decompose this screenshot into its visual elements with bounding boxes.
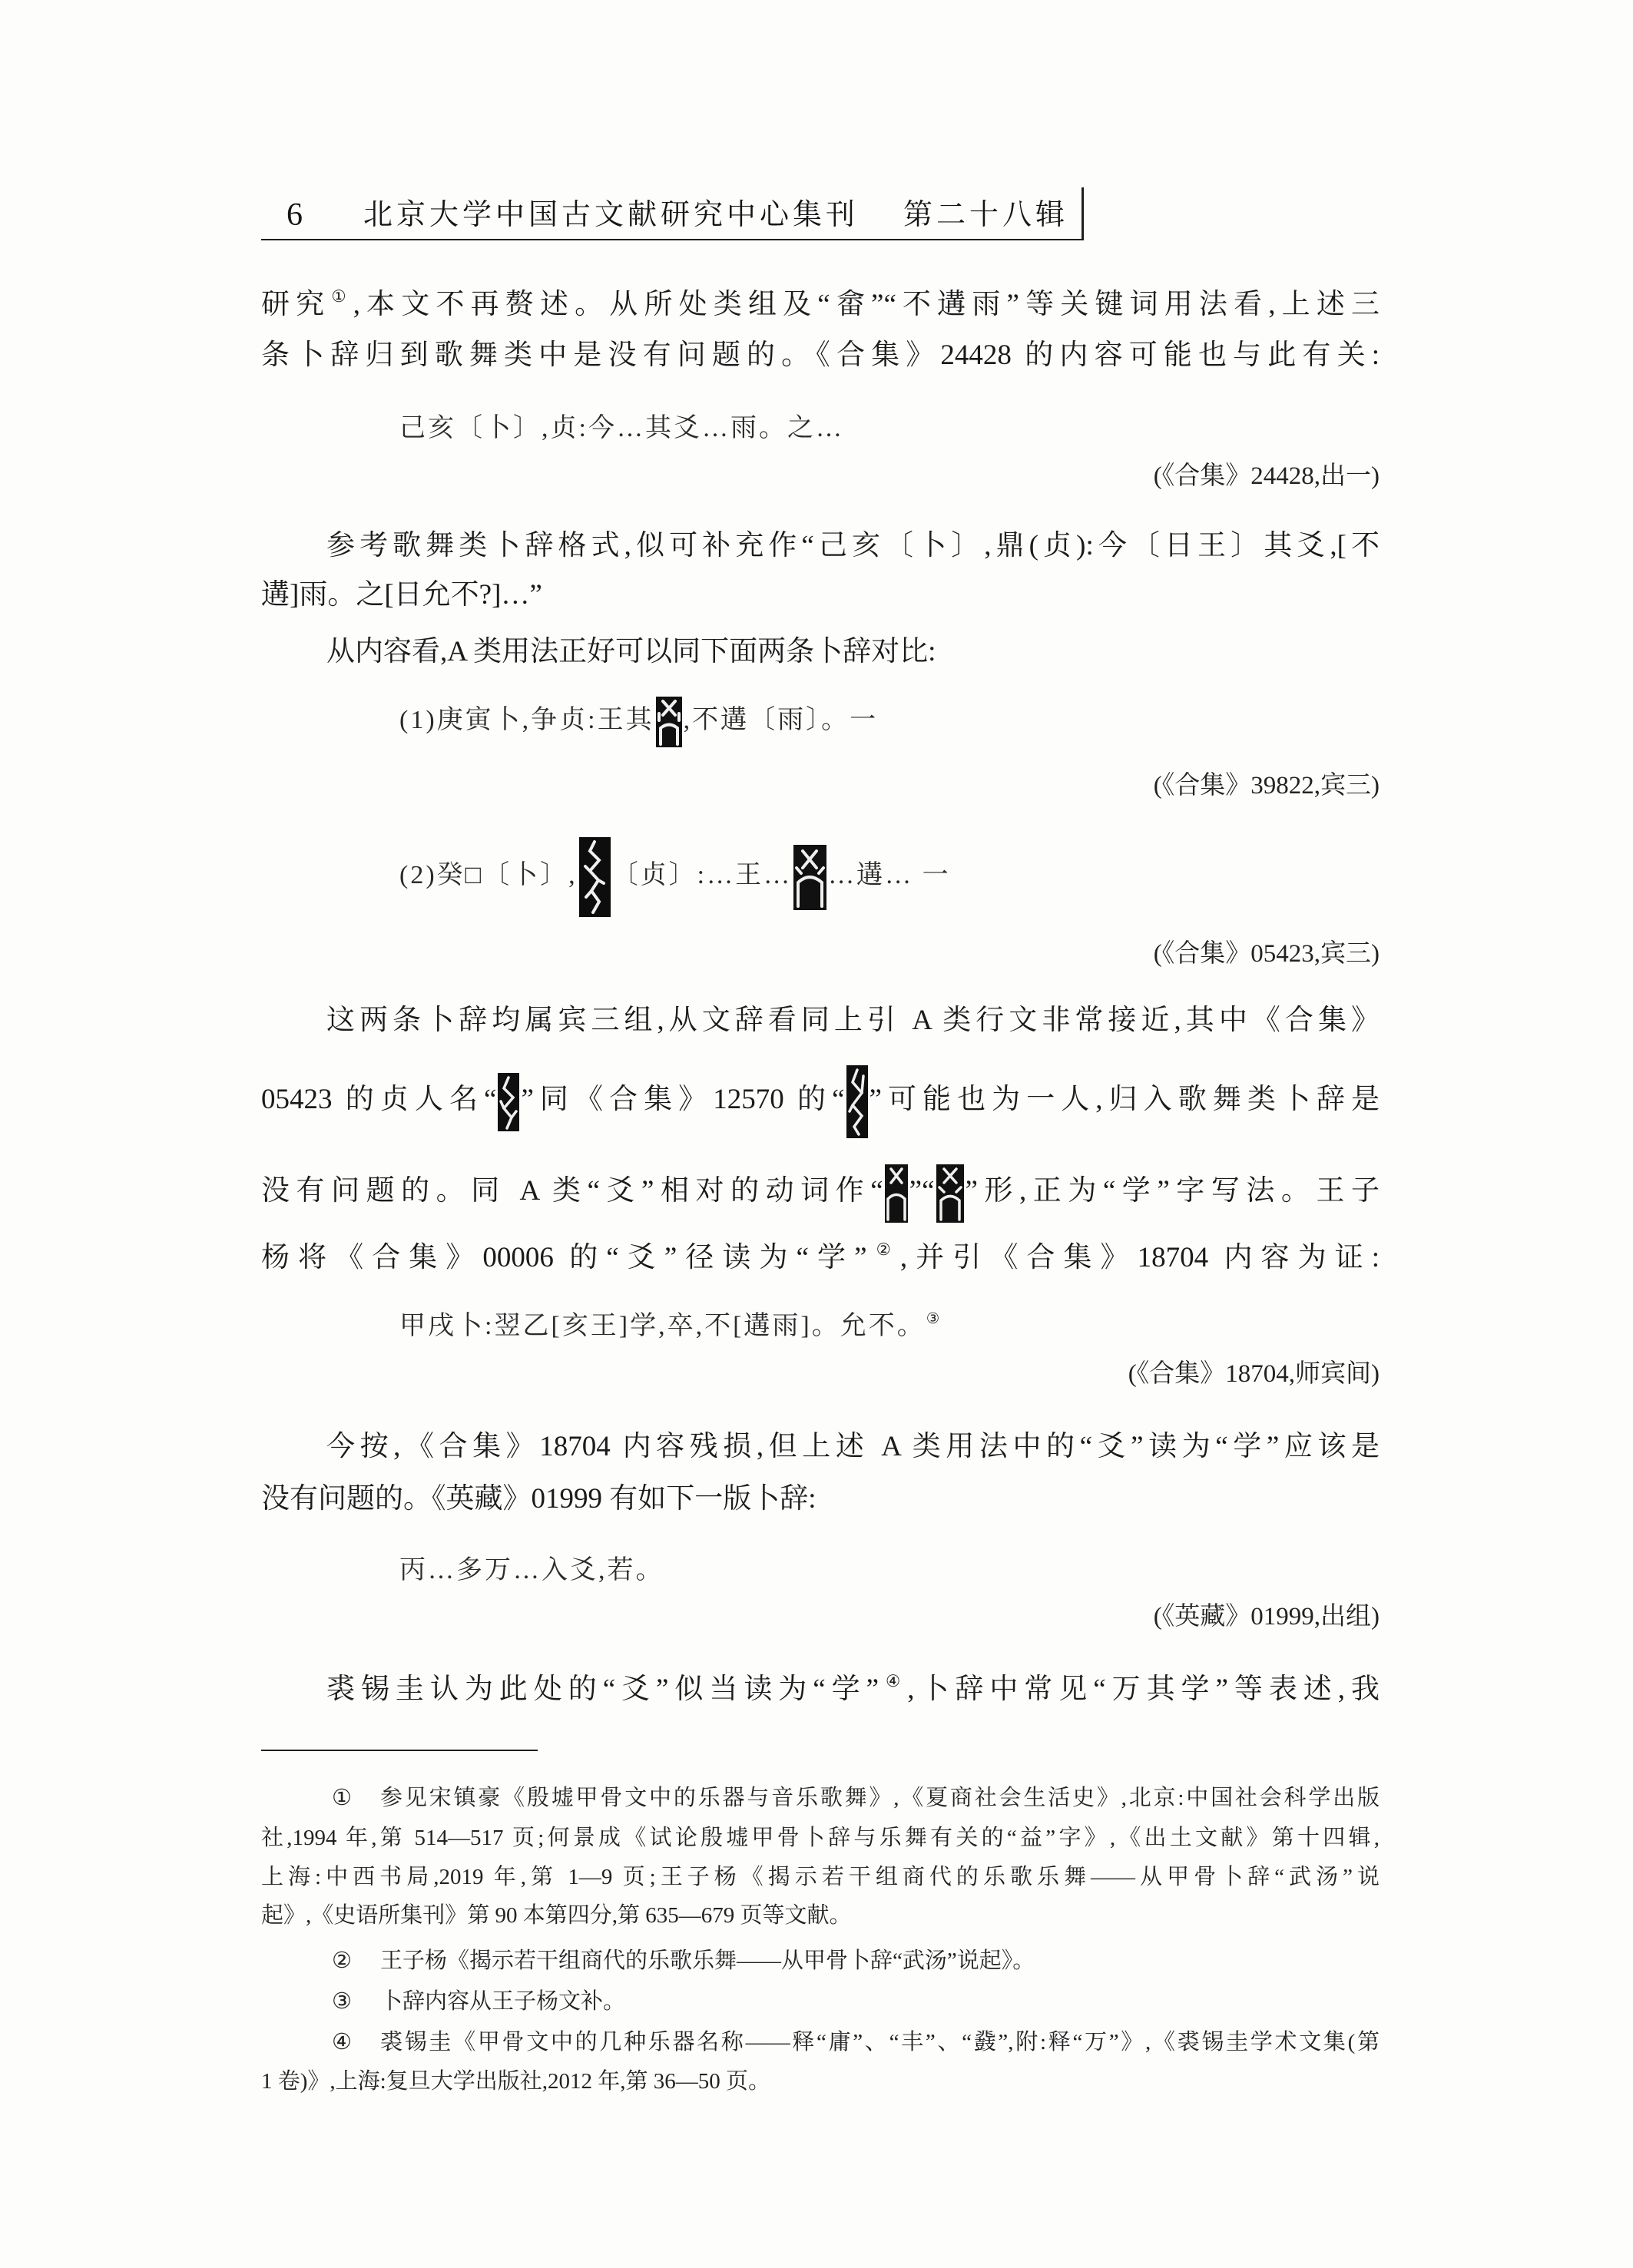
body-line-6: 这两条卜辞均属宾三组,从文辞看同上引 A 类行文非常接近,其中《合集》 [326, 1005, 1380, 1036]
footnote-mark-1: ① [332, 1786, 352, 1810]
example-text: (2)癸□〔卜〕, [399, 861, 578, 889]
issue-label: 第二十八辑 [903, 199, 1069, 231]
body-line-1 [261, 288, 1380, 325]
footnote-1-line-4: 起》,《史语所集刊》第 90 本第四分,第 635—679 页等文献。 [261, 1903, 852, 1928]
footnote-ref-2: ② [867, 1240, 899, 1259]
body-line-8 [261, 1174, 1380, 1209]
body-line-11: 没有问题的。《英藏》01999 有如下一版卜辞: [261, 1483, 816, 1515]
oracle-glyph-diviner-image [846, 1065, 868, 1138]
oracle-glyph-xue-image [793, 845, 826, 910]
oracle-glyph-svg [885, 1164, 908, 1223]
footnote-ref-3: ③ [926, 1309, 942, 1327]
body-text: ”形,正为“学”字写法。王子 [965, 1175, 1380, 1207]
inscription-source-5: (《英藏》01999,出组) [1153, 1603, 1380, 1631]
footnote-ref-4: ④ [879, 1671, 907, 1690]
body-line-10: 今按,《合集》18704 内容残损,但上述 A 类用法中的“爻”读为“学”应该是 [326, 1431, 1380, 1462]
body-line-9 [261, 1241, 1380, 1278]
header-vertical-rule [1081, 187, 1084, 240]
oracle-glyph-xue-image [936, 1164, 964, 1223]
inscription-source-4: (《合集》18704,师宾间) [1128, 1360, 1380, 1388]
body-text: 05423 的贞人名“ [261, 1084, 497, 1115]
footnote-ref-1: ① [331, 286, 353, 306]
rubbing-background [846, 1065, 868, 1138]
inscription-source-1: (《合集》24428,出一) [1153, 462, 1380, 490]
body-text: ”“ [909, 1175, 935, 1207]
footnote-1-line-1: 参见宋镇豪《殷墟甲骨文中的乐器与音乐歌舞》,《夏商社会生活史》,北京:中国社会科学出版 [380, 1786, 1380, 1810]
example-text: …遘… 一 [828, 861, 951, 889]
page-number: 6 [287, 197, 303, 233]
oracle-glyph-svg [579, 837, 611, 917]
body-text: ”同《合集》12570 的“ [521, 1084, 845, 1115]
inscription-source-2: (《合集》39822,宾三) [1153, 772, 1380, 800]
oracle-glyph-diviner-image [498, 1073, 519, 1131]
body-line-12 [326, 1673, 1380, 1710]
body-text: 杨将《合集》00006 的“爻”径读为“学” [261, 1242, 867, 1273]
oracle-glyph-svg [656, 697, 682, 747]
footnote-mark-2: ② [332, 1948, 352, 1973]
oracle-glyph-svg [936, 1164, 964, 1223]
body-text: ”可能也为一人,归入歌舞类卜辞是 [869, 1084, 1380, 1115]
body-line-4: 遘]雨。之[日允不?]…” [261, 579, 542, 611]
body-text: ,本文不再赘述。从所处类组及“畲”“不遘雨”等关键词用法看,上述三 [353, 289, 1380, 320]
body-line-3: 参考歌舞类卜辞格式,似可补充作“己亥〔卜〕,鼎(贞):今〔日王〕其爻,[不 [326, 530, 1380, 561]
example-text: (1)庚寅卜,争贞:王其 [399, 706, 654, 734]
inscription-example-2 [399, 860, 1360, 892]
footnote-2-line-1: 王子杨《揭示若干组商代的乐歌乐舞——从甲骨卜辞“武汤”说起》。 [380, 1948, 1035, 1973]
inscription-quote-3: 丙…多万…入爻,若。 [399, 1556, 664, 1584]
body-line-2: 条卜辞归到歌舞类中是没有问题的。《合集》24428 的内容可能也与此有关: [261, 339, 1380, 371]
footnote-1-line-2: 社,1994 年,第 514—517 页;何景成《试论殷墟甲骨卜辞与乐舞有关的“益”字》,《出土文献》第十四辑, [261, 1826, 1380, 1850]
footnote-rule [261, 1750, 538, 1751]
body-text: ,卜辞中常见“万其学”等表述,我 [907, 1674, 1380, 1705]
footnote-mark-3: ③ [332, 1989, 352, 2014]
body-text: 裘锡圭认为此处的“爻”似当读为“学” [326, 1674, 879, 1705]
oracle-glyph-svg [498, 1073, 519, 1131]
example-text: ,不遘〔雨〕。一 [683, 706, 879, 734]
header-rule [261, 239, 1083, 240]
body-text: 研究 [261, 289, 331, 320]
footnote-4-line-2: 1 卷)》,上海:复旦大学出版社,2012 年,第 36—50 页。 [261, 2069, 770, 2094]
journal-title: 北京大学中国古文献研究中心集刊 [363, 199, 860, 231]
body-text: ,并引《合集》18704 内容为证: [899, 1242, 1380, 1273]
quote-text: 甲戌卜:翌乙[亥王]学,卒,不[遘雨]。允不。 [399, 1312, 926, 1340]
oracle-glyph-svg [793, 845, 826, 910]
inscription-source-3: (《合集》05423,宾三) [1153, 940, 1380, 968]
body-line-7 [261, 1083, 1380, 1117]
footnote-1-line-3: 上海:中西书局,2019 年,第 1—9 页;王子杨《揭示若干组商代的乐歌乐舞——从甲骨卜辞“武汤”说 [261, 1865, 1380, 1889]
oracle-glyph-xue-image [656, 697, 682, 747]
footnote-mark-4: ④ [332, 2030, 352, 2054]
inscription-quote-1: 己亥〔卜〕,贞:今…其爻…雨。之… [399, 414, 844, 442]
oracle-glyph-diviner-image [579, 837, 611, 917]
oracle-glyph-xue-image [885, 1164, 908, 1223]
inscription-example-1 [399, 705, 1360, 736]
inscription-quote-2 [399, 1311, 1321, 1345]
body-line-5: 从内容看,A 类用法正好可以同下面两条卜辞对比: [326, 636, 936, 667]
footnote-4-line-1: 裘锡圭《甲骨文中的几种乐器名称——释“庸”、“丰”、“鼗”,附:释“万”》,《裘锡圭学术文集(第 [380, 2030, 1380, 2054]
body-text: 没有问题的。同 A 类“爻”相对的动词作“ [261, 1175, 883, 1207]
oracle-glyph-svg [846, 1065, 868, 1138]
footnote-3-line-1: 卜辞内容从王子杨文补。 [380, 1989, 626, 2014]
example-text: 〔贞〕:…王… [611, 861, 793, 889]
